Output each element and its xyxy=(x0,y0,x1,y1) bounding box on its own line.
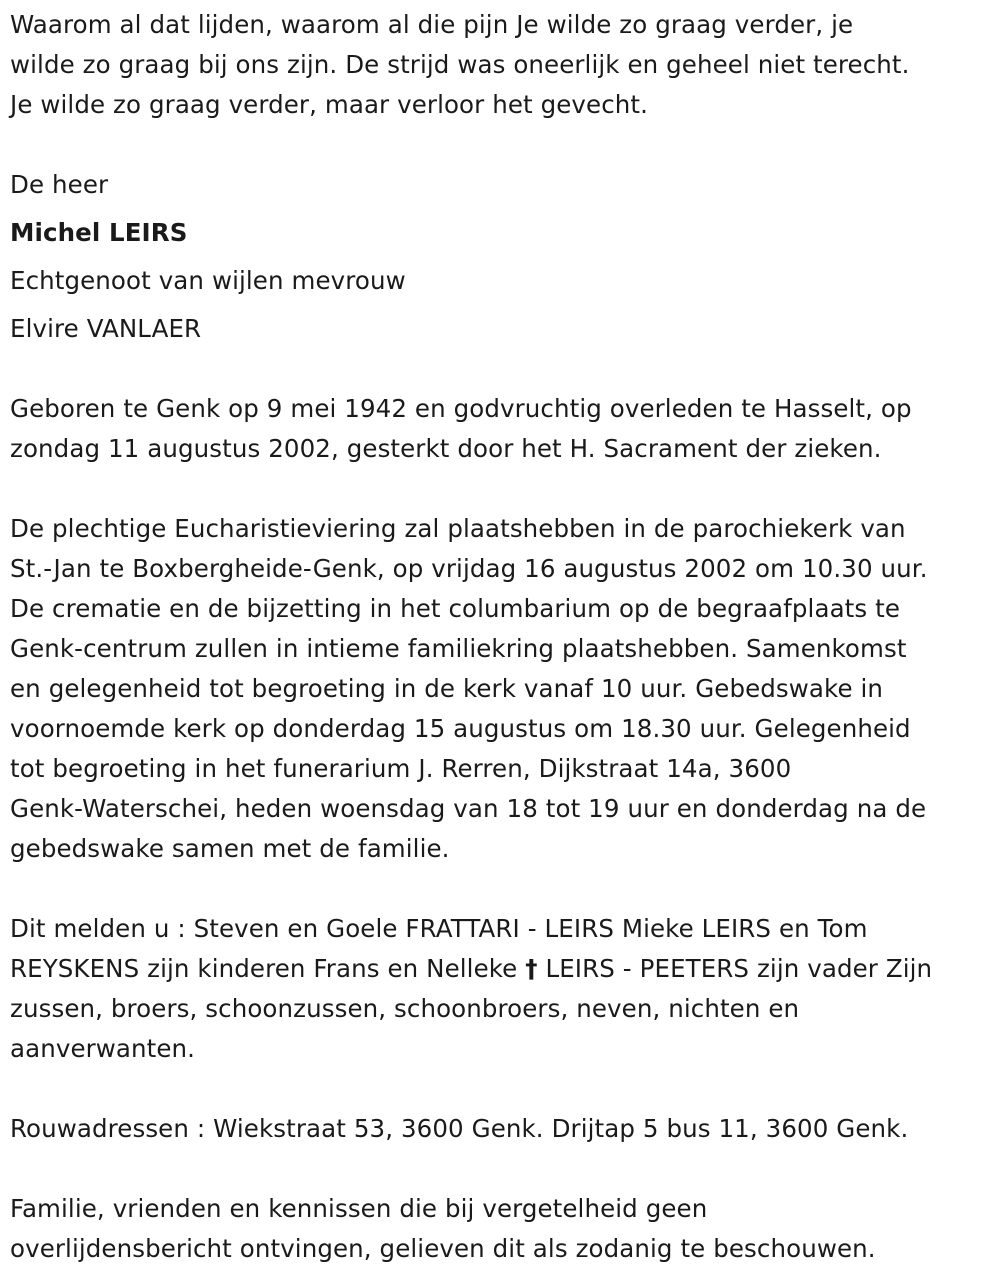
cross-icon: † xyxy=(525,954,538,983)
birth-line: zondag 11 augustus 2002, gesterkt door het H. Sacrament der zieken. xyxy=(10,434,882,463)
closing-line: Familie, vrienden en kennissen die bij vergetelheid geen xyxy=(10,1194,708,1223)
ceremony-line: voornoemde kerk op donderdag 15 augustus om 18.30 uur. Gelegenheid xyxy=(10,714,911,743)
intro-line: Waarom al dat lijden, waarom al die pijn Je wilde zo graag verder, je xyxy=(10,10,854,39)
intro-poem xyxy=(10,5,995,125)
spouse-line: Echtgenoot van wijlen mevrouw xyxy=(10,266,406,295)
salutation: De heer xyxy=(10,170,109,199)
closing-line: overlijdensbericht ontvingen, gelieven dit als zodanig te beschouwen. xyxy=(10,1234,876,1263)
announcement-line xyxy=(10,949,995,989)
ceremony-line: tot begroeting in het funerarium J. Rerren, Dijkstraat 14a, 3600 xyxy=(10,754,792,783)
deceased-name: Michel LEIRS xyxy=(10,218,188,247)
ceremony-line: St.-Jan te Boxbergheide-Genk, op vrijdag 16 augustus 2002 om 10.30 uur. xyxy=(10,554,928,583)
announcement-line: Dit melden u : Steven en Goele FRATTARI - LEIRS Mieke LEIRS en Tom xyxy=(10,914,868,943)
intro-line: Je wilde zo graag verder, maar verloor het gevecht. xyxy=(10,90,648,119)
ceremony-line: en gelegenheid tot begroeting in de kerk vanaf 10 uur. Gebedswake in xyxy=(10,674,884,703)
spouse-name: Elvire VANLAER xyxy=(10,314,202,343)
ceremony-line: Genk-Waterschei, heden woensdag van 18 tot 19 uur en donderdag na de xyxy=(10,794,927,823)
ceremony-line: De crematie en de bijzetting in het columbarium op de begraafplaats te xyxy=(10,594,901,623)
addresses-paragraph: Rouwadressen : Wiekstraat 53, 3600 Genk. Drijtap 5 bus 11, 3600 Genk. xyxy=(10,1114,909,1143)
obituary-document xyxy=(10,5,995,1269)
closing-paragraph xyxy=(10,1189,995,1269)
ceremony-paragraph xyxy=(10,509,995,869)
announcement-text: REYSKENS zijn kinderen Frans en Nelleke xyxy=(10,954,526,983)
intro-line: wilde zo graag bij ons zijn. De strijd was oneerlijk en geheel niet terecht. xyxy=(10,50,910,79)
ceremony-line: De plechtige Eucharistieviering zal plaatshebben in de parochiekerk van xyxy=(10,514,906,543)
announcement-paragraph xyxy=(10,909,995,1069)
ceremony-line: Genk-centrum zullen in intieme familiekring plaatshebben. Samenkomst xyxy=(10,634,907,663)
announcement-text: LEIRS - PEETERS zijn vader Zijn xyxy=(537,954,933,983)
announcement-line: aanverwanten. xyxy=(10,1034,196,1063)
ceremony-line: gebedswake samen met de familie. xyxy=(10,834,450,863)
announcement-line: zussen, broers, schoonzussen, schoonbroers, neven, nichten en xyxy=(10,994,800,1023)
birth-paragraph xyxy=(10,389,995,469)
birth-line: Geboren te Genk op 9 mei 1942 en godvruchtig overleden te Hasselt, op xyxy=(10,394,912,423)
